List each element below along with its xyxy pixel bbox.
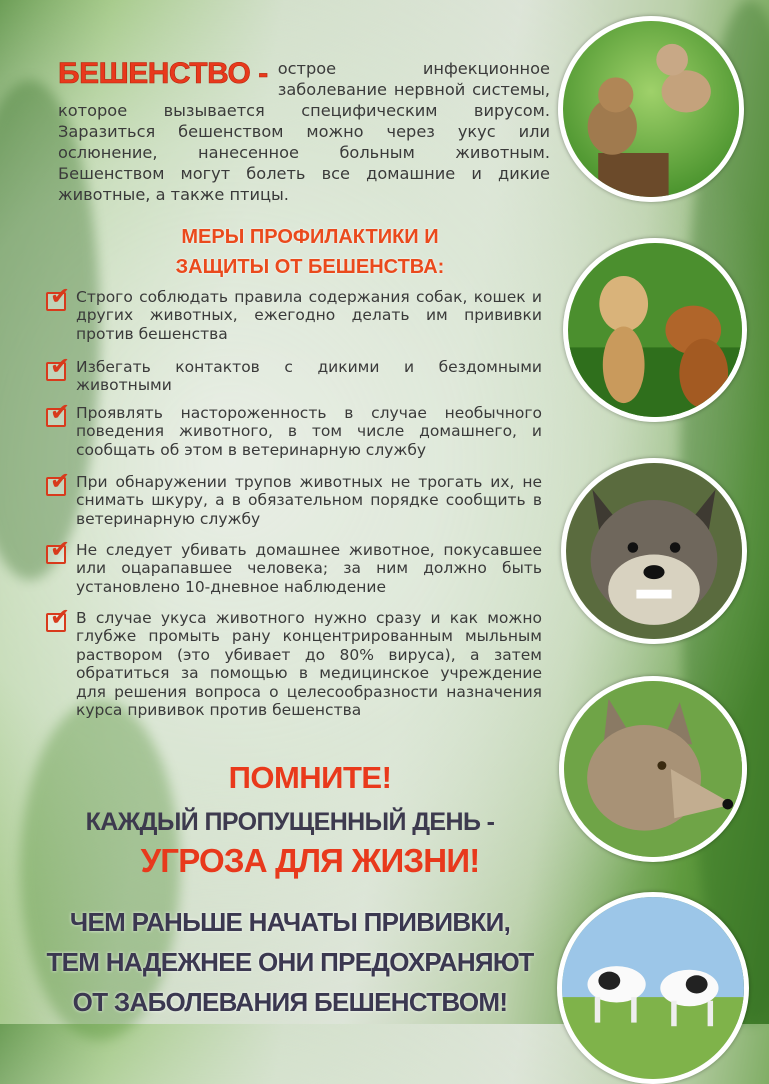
measure-item [44, 352, 542, 395]
wolf-photo [559, 676, 747, 862]
measure-item-text: Избегать контактов с дикими и бездомными животными [76, 358, 542, 395]
checkbox-icon: ✔ [44, 288, 72, 310]
intro-term: БЕШЕНСТВО - [58, 57, 268, 90]
checkbox-icon: ✔ [44, 404, 72, 426]
threat-text: УГРОЗА ДЛЯ ЖИЗНИ! [140, 842, 480, 879]
checkbox-icon: ✔ [44, 541, 72, 563]
checkbox-icon: ✔ [44, 609, 72, 631]
measure-item-text: В случае укуса животного нужно сразу и как можно глубже промыть рану концентрированным мыльным раствором (это убивает до 80% вируса), а затем обратиться за помощью в медицинское учреждение для решения вопроса о целесообразности назначения курса прививок против бешенства [76, 609, 542, 720]
kittens-photo [558, 16, 744, 202]
measure-item-text: Проявлять настороженность в случае необычного поведения животного, в том числе домашнего, и сообщать об этом в ветеринарную службу [76, 404, 542, 459]
measure-item-text: Не следует убивать домашнее животное, покусавшее или оцарапавшее человека; за ним должно быть установлено 10-дневное наблюдение [76, 541, 542, 596]
measure-item-text: Строго соблюдать правила содержания собак, кошек и других животных, ежегодно делать им прививки против бешенства [76, 288, 542, 343]
measure-item [44, 535, 542, 596]
snarling-dog-photo [561, 458, 747, 644]
intro-text: острое инфекционное заболевание нервной системы, которое вызывается специфическим вирусом. Заразиться бешенством можно через укус или ослюнение, нанесенное больным животным. Бешенством могут болеть все домашние и дикие животные, а также птицы. [58, 59, 550, 204]
measure-item [44, 282, 542, 343]
checkbox-icon: ✔ [44, 473, 72, 495]
measures-title-line2: ЗАЩИТЫ ОТ БЕШЕНСТВА: [175, 256, 445, 278]
dogs-photo [563, 238, 747, 422]
intro-paragraph [58, 58, 550, 205]
measures-title-line1: МЕРЫ ПРОФИЛАКТИКИ И [181, 226, 439, 248]
cows-photo [557, 892, 749, 1084]
missed-day-text: КАЖДЫЙ ПРОПУЩЕННЫЙ ДЕНЬ - [85, 808, 495, 836]
closing-text [20, 902, 560, 1022]
closing-line2: ТЕМ НАДЕЖНЕЕ ОНИ ПРЕДОХРАНЯЮТ [46, 947, 534, 977]
measure-item-text: При обнаружении трупов животных не трогать их, не снимать шкуру, а в обязательном порядке сообщить в ветеринарную службу [76, 473, 542, 528]
closing-line1: ЧЕМ РАНЬШЕ НАЧАТЫ ПРИВИВКИ, [69, 907, 511, 937]
measures-title [100, 222, 520, 282]
checkbox-icon: ✔ [44, 358, 72, 380]
measure-item [44, 467, 542, 528]
measure-item [44, 398, 542, 459]
closing-line3: ОТ ЗАБОЛЕВАНИЯ БЕШЕНСТВОМ! [72, 987, 508, 1017]
remember-heading: ПОМНИТЕ! [228, 760, 392, 795]
measure-item [44, 603, 542, 720]
